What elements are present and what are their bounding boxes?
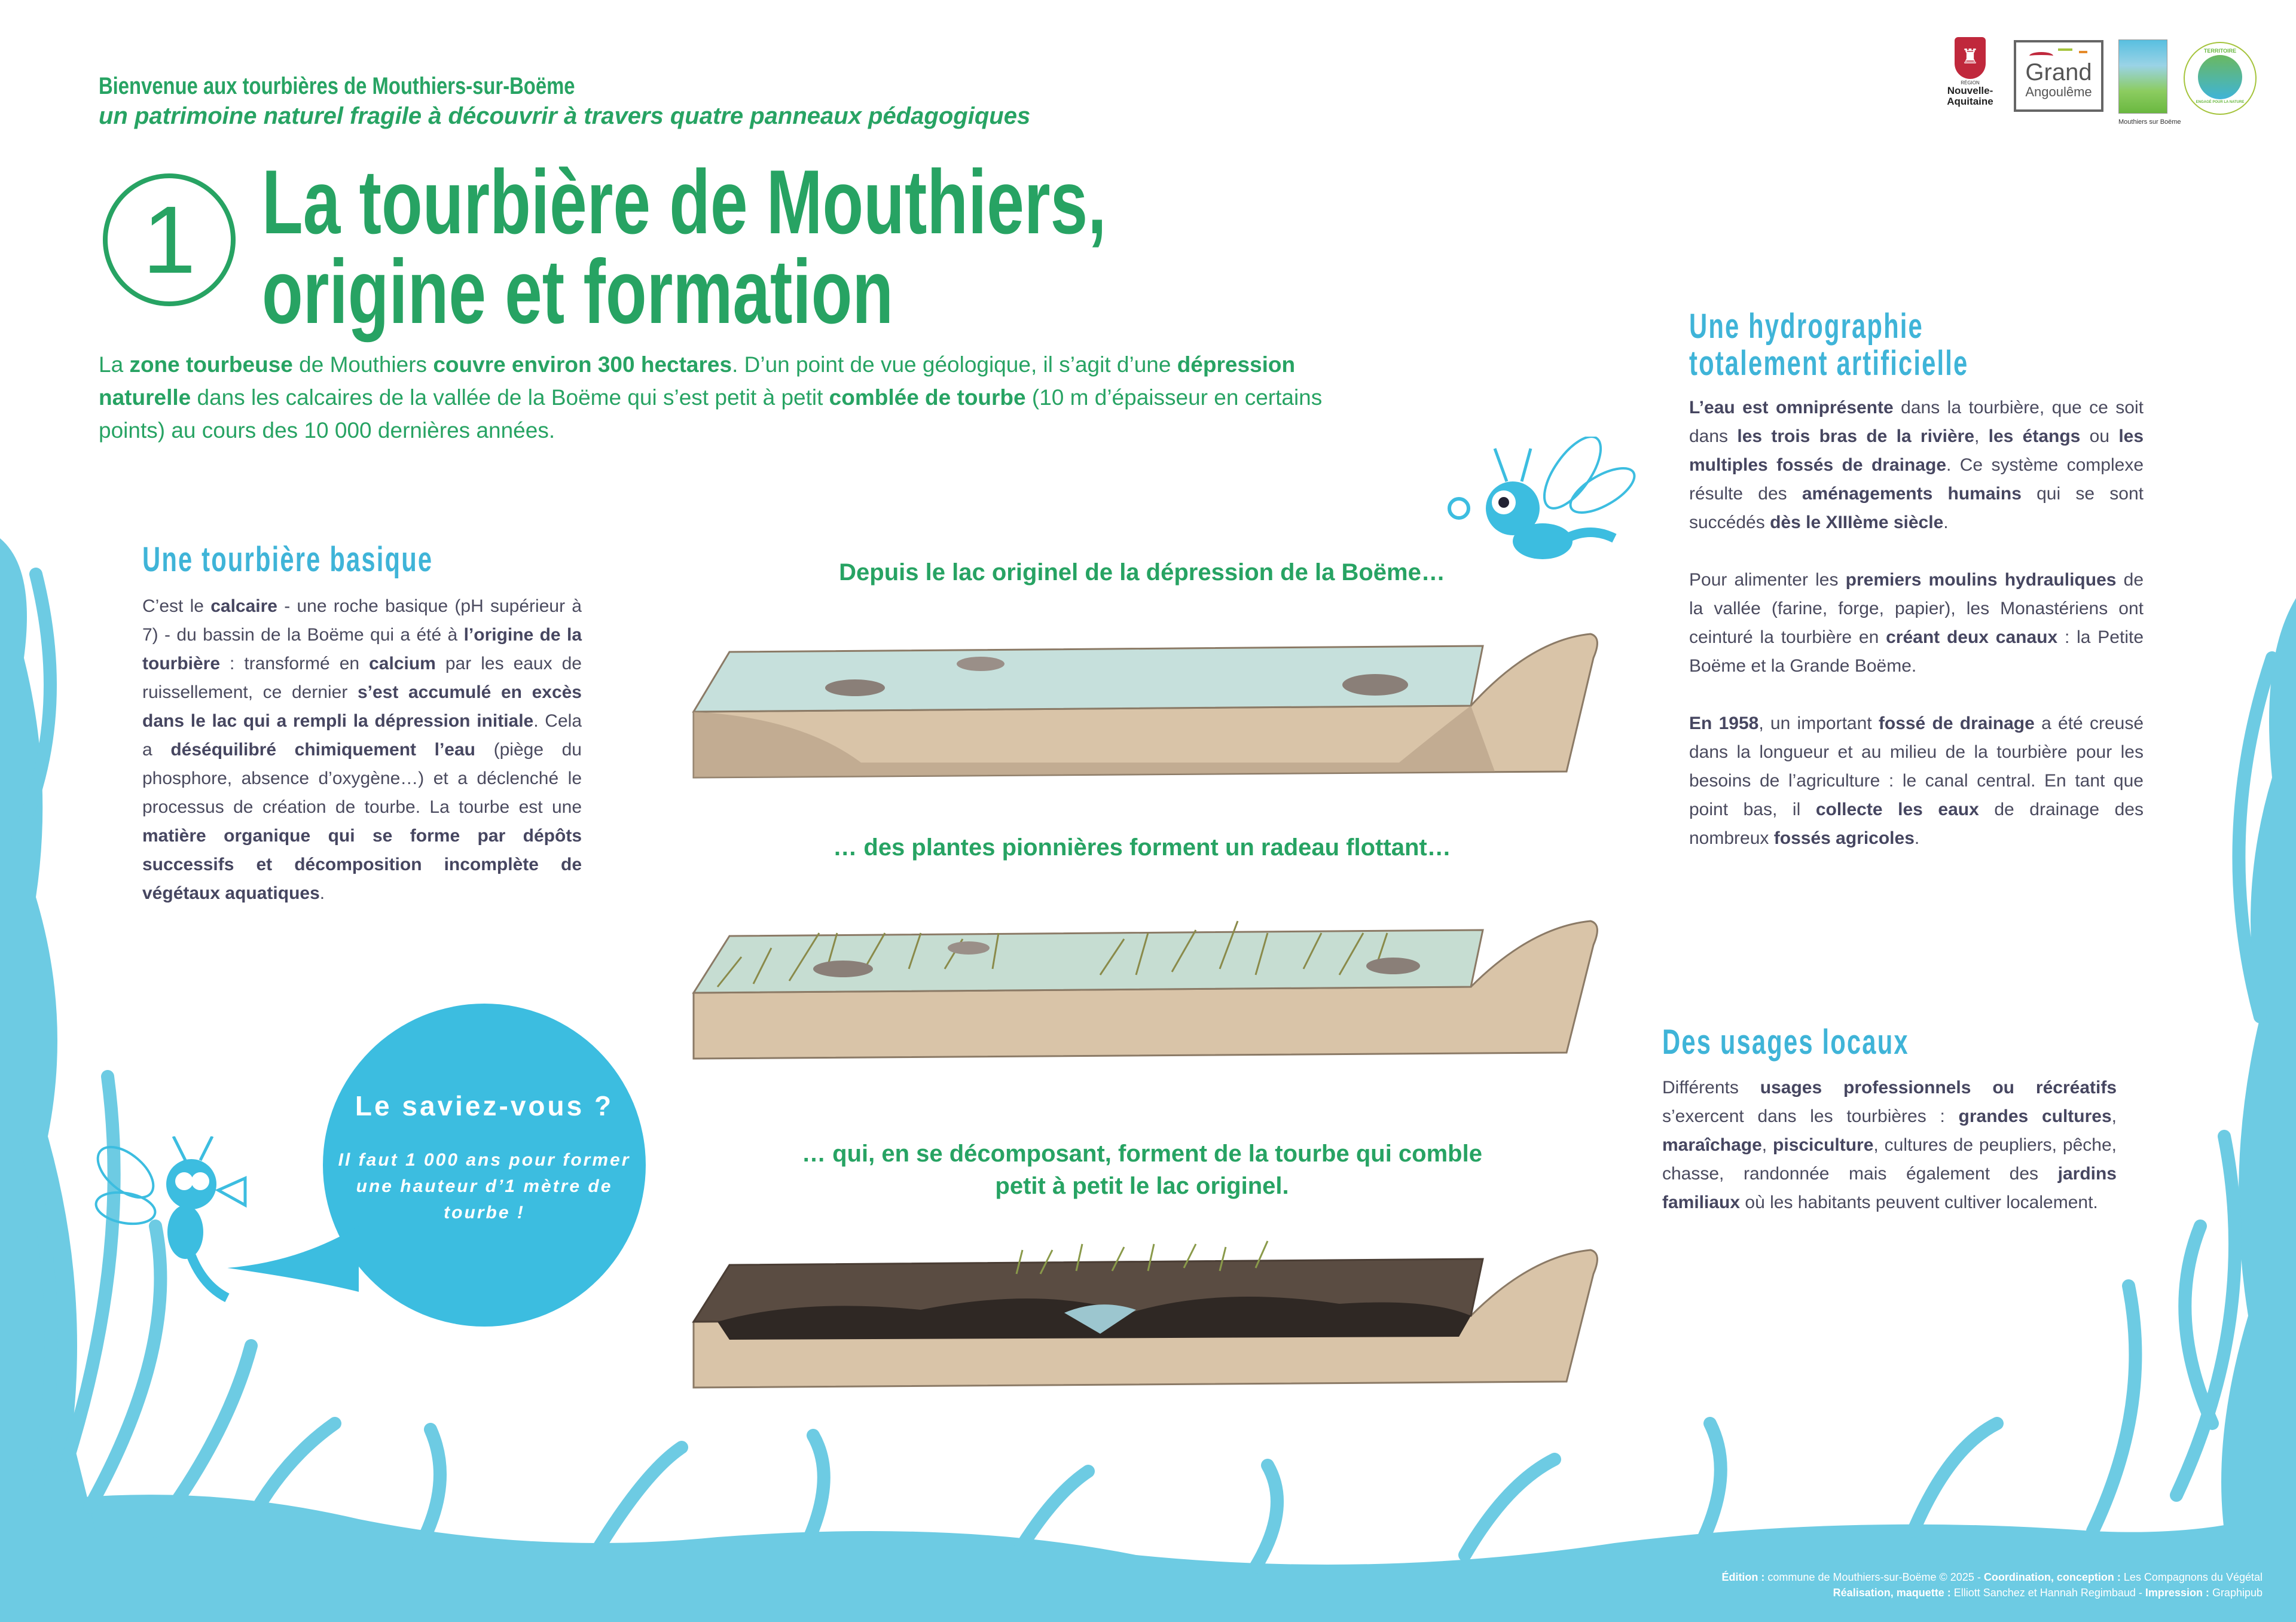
bold-text-segment: couvre environ 300 hectares — [433, 352, 732, 377]
did-you-know-title: Le saviez-vous ? — [355, 1090, 614, 1121]
stage2-floating-plants-illustration — [682, 909, 1602, 1071]
section-heading-usages — [1662, 1024, 2005, 1061]
stage2-caption: … des plantes pionnières forment un radeau flottant… — [833, 834, 1451, 861]
subtitle: un patrimoine naturel fragile à découvrir à travers quatre panneaux pédagogiques — [99, 103, 1031, 129]
stage3-caption-line2: petit à petit le lac originel. — [995, 1173, 1289, 1199]
bold-text-segment: les étangs — [1988, 426, 2081, 446]
aqueduct-icon — [2118, 39, 2167, 114]
text-segment: s’exercent dans les tourbières : — [1662, 1106, 1959, 1126]
title-line2-text: origine et formation — [262, 241, 894, 343]
dragonfly-mascot-megaphone-illustration — [90, 1136, 269, 1316]
page-title-line2 — [262, 241, 1115, 343]
text-segment: où les habitants peuvent cultiver localement. — [1740, 1193, 2098, 1212]
logo-nouvelle-aquitaine — [1937, 37, 2003, 107]
bold-text-segment: dépression naturelle — [99, 352, 1296, 410]
welcome-heading — [99, 73, 679, 100]
logo-grand-angouleme — [2014, 40, 2103, 112]
basique-paragraph — [142, 592, 582, 908]
stage3-caption — [718, 1138, 1567, 1202]
bold-text-segment: calcaire — [210, 596, 277, 616]
text-segment: . Ce système complexe résulte des — [1689, 455, 2144, 504]
bold-text-segment: comblée de tourbe — [829, 385, 1026, 410]
text-segment: de la vallée (farine, forge, papier), les Monastériens ont ceinturé la tourbière en — [1689, 570, 2144, 647]
text-segment: ou — [2080, 426, 2119, 446]
text-segment: . — [1914, 828, 1920, 848]
text-segment: de Mouthiers — [292, 352, 433, 377]
text-segment: La — [99, 352, 130, 377]
text-segment: : transformé en — [220, 654, 370, 673]
water-globe-icon — [2198, 55, 2242, 99]
bold-text-segment: collecte les eaux — [1815, 800, 1979, 819]
bold-text-segment: grandes cultures — [1958, 1106, 2112, 1126]
heading-line2: totalement artificielle — [1689, 344, 1969, 383]
bold-text-segment: aménagements humains — [1802, 484, 2022, 504]
text-segment: qui se sont succédés — [1689, 484, 2144, 532]
text-segment: (piège du phosphore, absence d’oxygène…) et a déclenché le processus de création de tourbe. La tourbe est une — [142, 740, 582, 817]
heading-text: Des usages locaux — [1662, 1023, 1909, 1062]
logo-commune-caption: Mouthiers sur Boëme — [2118, 118, 2181, 126]
panel-number: 1 — [142, 186, 196, 293]
text-segment: . — [1943, 513, 1949, 532]
credits-line2 — [1721, 1585, 2263, 1600]
bold-text-segment: fossés agricoles — [1773, 828, 1915, 848]
intro-paragraph — [99, 348, 1384, 447]
text-segment: C’est le — [142, 596, 211, 616]
text-segment: . Cela a — [142, 711, 582, 760]
section-heading-hydrographie — [1689, 308, 2077, 382]
stage1-lake-illustration — [682, 622, 1602, 789]
text-segment: Elliott Sanchez et Hannah Regimbaud - — [1953, 1587, 2145, 1599]
bold-text-segment: Impression : — [2145, 1587, 2212, 1599]
text-segment: Pour alimenter les — [1689, 570, 1846, 590]
hydrographie-paragraph-2 — [1689, 566, 2144, 681]
text-segment: , — [2111, 1106, 2117, 1126]
stage3-peat-illustration — [682, 1238, 1602, 1400]
heading-text: Une tourbière basique — [142, 540, 433, 579]
title-line1-text: La tourbière de Mouthiers, — [262, 151, 1107, 253]
bold-text-segment: usages professionnels ou récréatifs — [1760, 1078, 2117, 1097]
logo-region-small: RÉGION — [1961, 80, 1980, 86]
bold-text-segment: créant deux canaux — [1886, 627, 2058, 647]
bold-text-segment: Édition : — [1721, 1571, 1768, 1583]
hydrographie-paragraph-1 — [1689, 394, 2144, 537]
lion-shield-icon: ♜ — [1955, 37, 1986, 79]
text-segment: , — [1761, 1135, 1773, 1155]
logo-agglo-line2: Angoulême — [2025, 84, 2092, 99]
bold-text-segment: pisciculture — [1773, 1135, 1874, 1155]
text-segment: de drainage des nombreux — [1689, 800, 2144, 848]
bold-text-segment: matière organique qui se forme par dépôts successifs et décomposition incomplète de végétaux aquatiques — [142, 826, 582, 903]
text-segment: Les Compagnons du Végétal — [2123, 1571, 2263, 1583]
text-segment: (10 m d’épaisseur en certains points) au cours des 10 000 dernières années. — [99, 385, 1323, 443]
page-title-line1 — [262, 151, 1403, 253]
text-segment: dans la tourbière, que ce soit dans — [1689, 398, 2144, 446]
text-segment: . — [319, 883, 325, 903]
stage1-caption: Depuis le lac originel de la dépression de la Boëme… — [839, 559, 1445, 586]
logo-territoire-top: TERRITOIRE — [2203, 48, 2237, 54]
bold-text-segment: zone tourbeuse — [129, 352, 293, 377]
bold-text-segment: les trois bras de la rivière — [1737, 426, 1975, 446]
logo-mouthiers — [2118, 39, 2181, 126]
bold-text-segment: maraîchage — [1662, 1135, 1762, 1155]
dragonfly-mascot-magnifier-illustration — [1435, 437, 1638, 586]
credits-line1 — [1721, 1569, 2263, 1585]
text-segment: : la Petite Boëme et la Grande Boëme. — [1689, 627, 2144, 676]
logo-region-line2: Aquitaine — [1947, 96, 1993, 107]
bold-text-segment: L’eau est omniprésente — [1689, 398, 1894, 417]
bold-text-segment: les multiples fossés de drainage — [1689, 426, 2144, 475]
text-segment: Graphipub — [2212, 1587, 2263, 1599]
text-segment: dans les calcaires de la vallée de la Boëme qui s’est petit à petit — [191, 385, 829, 410]
bold-text-segment: calcium — [369, 654, 436, 673]
section-heading-basique — [142, 541, 546, 578]
did-you-know-text: Il faut 1 000 ans pour former une hauteur d’1 mètre de tourbe ! — [338, 1150, 631, 1222]
bold-text-segment: dès le XIIIème siècle — [1770, 513, 1944, 532]
text-segment: , un important — [1758, 714, 1879, 733]
panel-number-badge — [103, 173, 236, 306]
logo-agglo-line1: Grand — [2025, 59, 2092, 86]
text-segment: a été creusé dans la longueur et au milieu de la tourbière pour les besoins de l’agriculture : le canal central. En tant que point bas, il — [1689, 714, 2144, 819]
text-segment: Différents — [1662, 1078, 1760, 1097]
logo-region-line1: Nouvelle- — [1947, 85, 1993, 96]
swoosh-icon — [2016, 42, 2101, 60]
logo-territoire-bottom: ENGAGÉ POUR LA NATURE — [2196, 100, 2245, 104]
bold-text-segment: fossé de drainage — [1878, 714, 2035, 733]
bold-text-segment: déséquilibré chimiquement l’eau — [170, 740, 475, 760]
heading-line1: Une hydrographie — [1689, 307, 1923, 346]
text-segment: . D’un point de vue géologique, il s’agit d’une — [732, 352, 1177, 377]
bold-text-segment: Réalisation, maquette : — [1833, 1587, 1954, 1599]
text-segment: , — [1974, 426, 1989, 446]
text-segment: commune de Mouthiers-sur-Boëme © 2025 - — [1767, 1571, 1984, 1583]
hydrographie-paragraph-3 — [1689, 709, 2144, 853]
bold-text-segment: s’est accumulé en excès dans le lac qui a rempli la dépression initiale — [142, 682, 582, 731]
stage3-caption-line1: … qui, en se décomposant, forment de la tourbe qui comble — [802, 1141, 1482, 1167]
bold-text-segment: Coordination, conception : — [1983, 1571, 2124, 1583]
bold-text-segment: En 1958 — [1689, 714, 1759, 733]
usages-paragraph — [1662, 1074, 2117, 1217]
hydrographie-text — [1689, 394, 2144, 853]
bold-text-segment: l’origine de la tourbière — [142, 625, 582, 673]
bold-text-segment: premiers moulins hydrauliques — [1845, 570, 2117, 590]
text-segment: , cultures de peupliers, pêche, chasse, randonnée mais également des — [1662, 1135, 2117, 1184]
text-segment: par les eaux de ruissellement, ce dernier — [142, 654, 582, 702]
text-segment: - une roche basique (pH supérieur à 7) - du bassin de la Boëme qui a été à — [142, 596, 582, 645]
credits-footer — [1721, 1569, 2263, 1600]
logo-territoire-engage — [2184, 42, 2257, 115]
bold-text-segment: jardins familiaux — [1662, 1164, 2117, 1212]
welcome-text: Bienvenue aux tourbières de Mouthiers-sur-Boëme — [99, 73, 575, 99]
